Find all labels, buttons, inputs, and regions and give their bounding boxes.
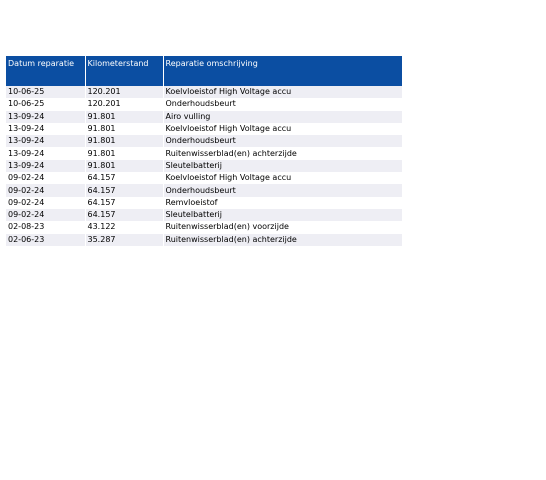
header-mileage: Kilometerstand (85, 56, 163, 86)
cell-mileage: 91.801 (85, 160, 163, 172)
cell-date: 10-06-25 (6, 98, 85, 110)
cell-date: 09-02-24 (6, 172, 85, 184)
cell-description: Koelvloeistof High Voltage accu (163, 123, 402, 135)
cell-description: Airo vulling (163, 111, 402, 123)
table-row (6, 147, 402, 159)
table-row (6, 184, 402, 196)
cell-date: 13-09-24 (6, 147, 85, 159)
cell-mileage: 43.122 (85, 221, 163, 233)
cell-description: Koelvloeistof High Voltage accu (163, 172, 402, 184)
cell-mileage: 64.157 (85, 184, 163, 196)
table-row (6, 98, 402, 110)
cell-date: 13-09-24 (6, 160, 85, 172)
cell-mileage: 120.201 (85, 98, 163, 110)
table-row (6, 123, 402, 135)
cell-description: Onderhoudsbeurt (163, 184, 402, 196)
header-description: Reparatie omschrijving (163, 56, 402, 86)
cell-description: Sleutelbatterij (163, 209, 402, 221)
cell-description: Remvloeistof (163, 197, 402, 209)
cell-mileage: 64.157 (85, 197, 163, 209)
table-row (6, 160, 402, 172)
cell-mileage: 64.157 (85, 209, 163, 221)
cell-description: Onderhoudsbeurt (163, 98, 402, 110)
table-row (6, 197, 402, 209)
repair-history-table (6, 56, 402, 246)
cell-description: Ruitenwisserblad(en) voorzijde (163, 221, 402, 233)
table-row (6, 135, 402, 147)
cell-description: Onderhoudsbeurt (163, 135, 402, 147)
cell-date: 02-08-23 (6, 221, 85, 233)
cell-mileage: 91.801 (85, 111, 163, 123)
header-row (6, 56, 402, 86)
cell-description: Koelvloeistof High Voltage accu (163, 86, 402, 98)
cell-date: 10-06-25 (6, 86, 85, 98)
cell-mileage: 120.201 (85, 86, 163, 98)
cell-description: Ruitenwisserblad(en) achterzijde (163, 147, 402, 159)
table-row (6, 111, 402, 123)
cell-date: 09-02-24 (6, 184, 85, 196)
cell-date: 09-02-24 (6, 209, 85, 221)
table-row (6, 209, 402, 221)
cell-date: 13-09-24 (6, 111, 85, 123)
cell-date: 13-09-24 (6, 135, 85, 147)
cell-mileage: 91.801 (85, 135, 163, 147)
table-row (6, 234, 402, 246)
cell-mileage: 35.287 (85, 234, 163, 246)
cell-description: Sleutelbatterij (163, 160, 402, 172)
cell-description: Ruitenwisserblad(en) achterzijde (163, 234, 402, 246)
cell-date: 13-09-24 (6, 123, 85, 135)
table-row (6, 86, 402, 98)
cell-mileage: 91.801 (85, 123, 163, 135)
cell-mileage: 91.801 (85, 147, 163, 159)
cell-date: 09-02-24 (6, 197, 85, 209)
table-row (6, 221, 402, 233)
table-row (6, 172, 402, 184)
cell-mileage: 64.157 (85, 172, 163, 184)
header-date: Datum reparatie (6, 56, 85, 86)
cell-date: 02-06-23 (6, 234, 85, 246)
